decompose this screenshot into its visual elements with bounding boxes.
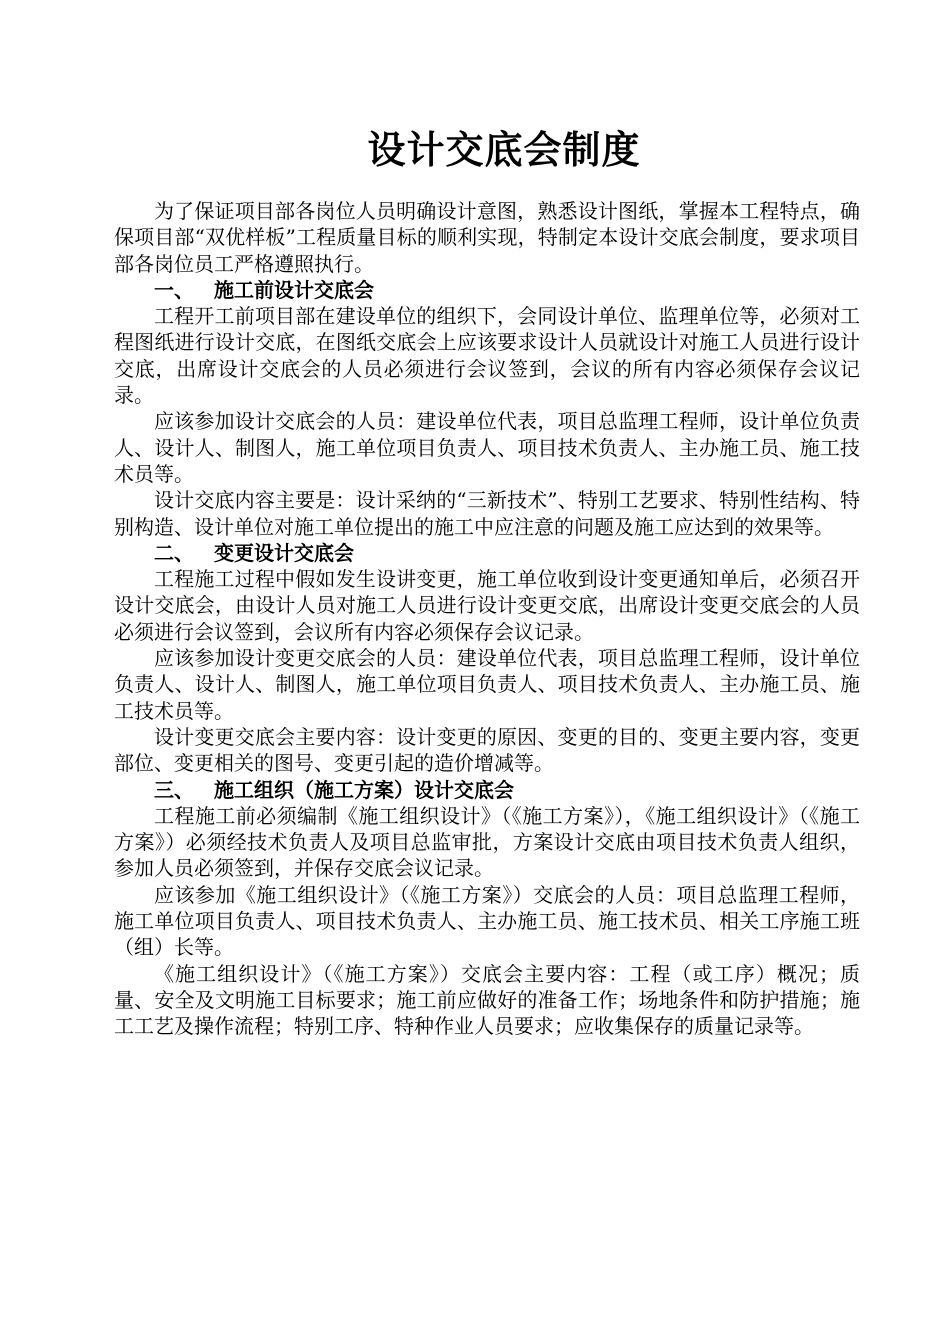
paragraph: 工程施工前必须编制《施工组织设计》（《施工方案》），《施工组织设计》（《施工方案》）必须经技术负责人及项目总监审批，方案设计交底由项目技术负责人组织，参加人员必须签到，并保存交底会议记录。 bbox=[114, 803, 860, 881]
paragraph: 工程开工前项目部在建设单位的组织下，会同设计单位、监理单位等，必须对工程图纸进行设计交底，在图纸交底会上应该要求设计人员就设计对施工人员进行设计交底，出席设计交底会的人员必须进行会议签到，会议的所有内容必须保存会议记录。 bbox=[114, 304, 860, 408]
section-heading-2 bbox=[114, 540, 860, 566]
paragraph: 应该参加《施工组织设计》（《施工方案》）交底会的人员：项目总监理工程师，施工单位项目负责人、项目技术负责人、主办施工员、施工技术员、相关工序施工班（组）长等。 bbox=[114, 882, 860, 960]
document-title: 设计交底会制度 bbox=[367, 127, 641, 172]
section-title: 变更设计交底会 bbox=[214, 540, 354, 565]
paragraph: 设计变更交底会主要内容：设计变更的原因、变更的目的、变更主要内容，变更部位、变更相关的图号、变更引起的造价增减等。 bbox=[114, 724, 860, 776]
paragraph: 应该参加设计变更交底会的人员：建设单位代表，项目总监理工程师，设计单位负责人、设计人、制图人，施工单位项目负责人、项目技术负责人、主办施工员、施工技术员等。 bbox=[114, 646, 860, 723]
intro-paragraph: 为了保证项目部各岗位人员明确设计意图，熟悉设计图纸，掌握本工程特点，确保项目部“双优样板”工程质量目标的顺利实现，特制定本设计交底会制度，要求项目部各岗位员工严格遵照执行。 bbox=[114, 199, 860, 276]
paragraph: 应该参加设计交底会的人员：建设单位代表，项目总监理工程师，设计单位负责人、设计人、制图人，施工单位项目负责人、项目技术负责人、主办施工员、施工技术员等。 bbox=[114, 409, 860, 486]
section-number: 三、 bbox=[154, 777, 194, 802]
section-title: 施工组织（施工方案）设计交底会 bbox=[214, 777, 514, 802]
paragraph: 工程施工过程中假如发生设讲变更，施工单位收到设计变更通知单后，必须召开设计交底会，由设计人员对施工人员进行设计变更交底，出席设计变更交底会的人员必须进行会议签到，会议所有内容必须保存会议记录。 bbox=[114, 567, 860, 644]
section-heading-3 bbox=[114, 777, 860, 803]
section-title: 施工前设计交底会 bbox=[214, 277, 374, 302]
section-heading-1 bbox=[114, 277, 860, 303]
section-number: 二、 bbox=[154, 540, 194, 565]
document-body bbox=[114, 198, 860, 1040]
paragraph: 《施工组织设计》（《施工方案》）交底会主要内容：工程（或工序）概况；质量、安全及文明施工目标要求；施工前应做好的准备工作；场地条件和防护措施；施工工艺及操作流程；特别工序、特种作业人员要求；应收集保存的质量记录等。 bbox=[114, 961, 860, 1039]
paragraph: 设计交底内容主要是：设计采纳的“三新技术”、特别工艺要求、特别性结构、特别构造、设计单位对施工单位提出的施工中应注意的问题及施工应达到的效果等。 bbox=[114, 488, 860, 539]
section-number: 一、 bbox=[154, 277, 194, 302]
